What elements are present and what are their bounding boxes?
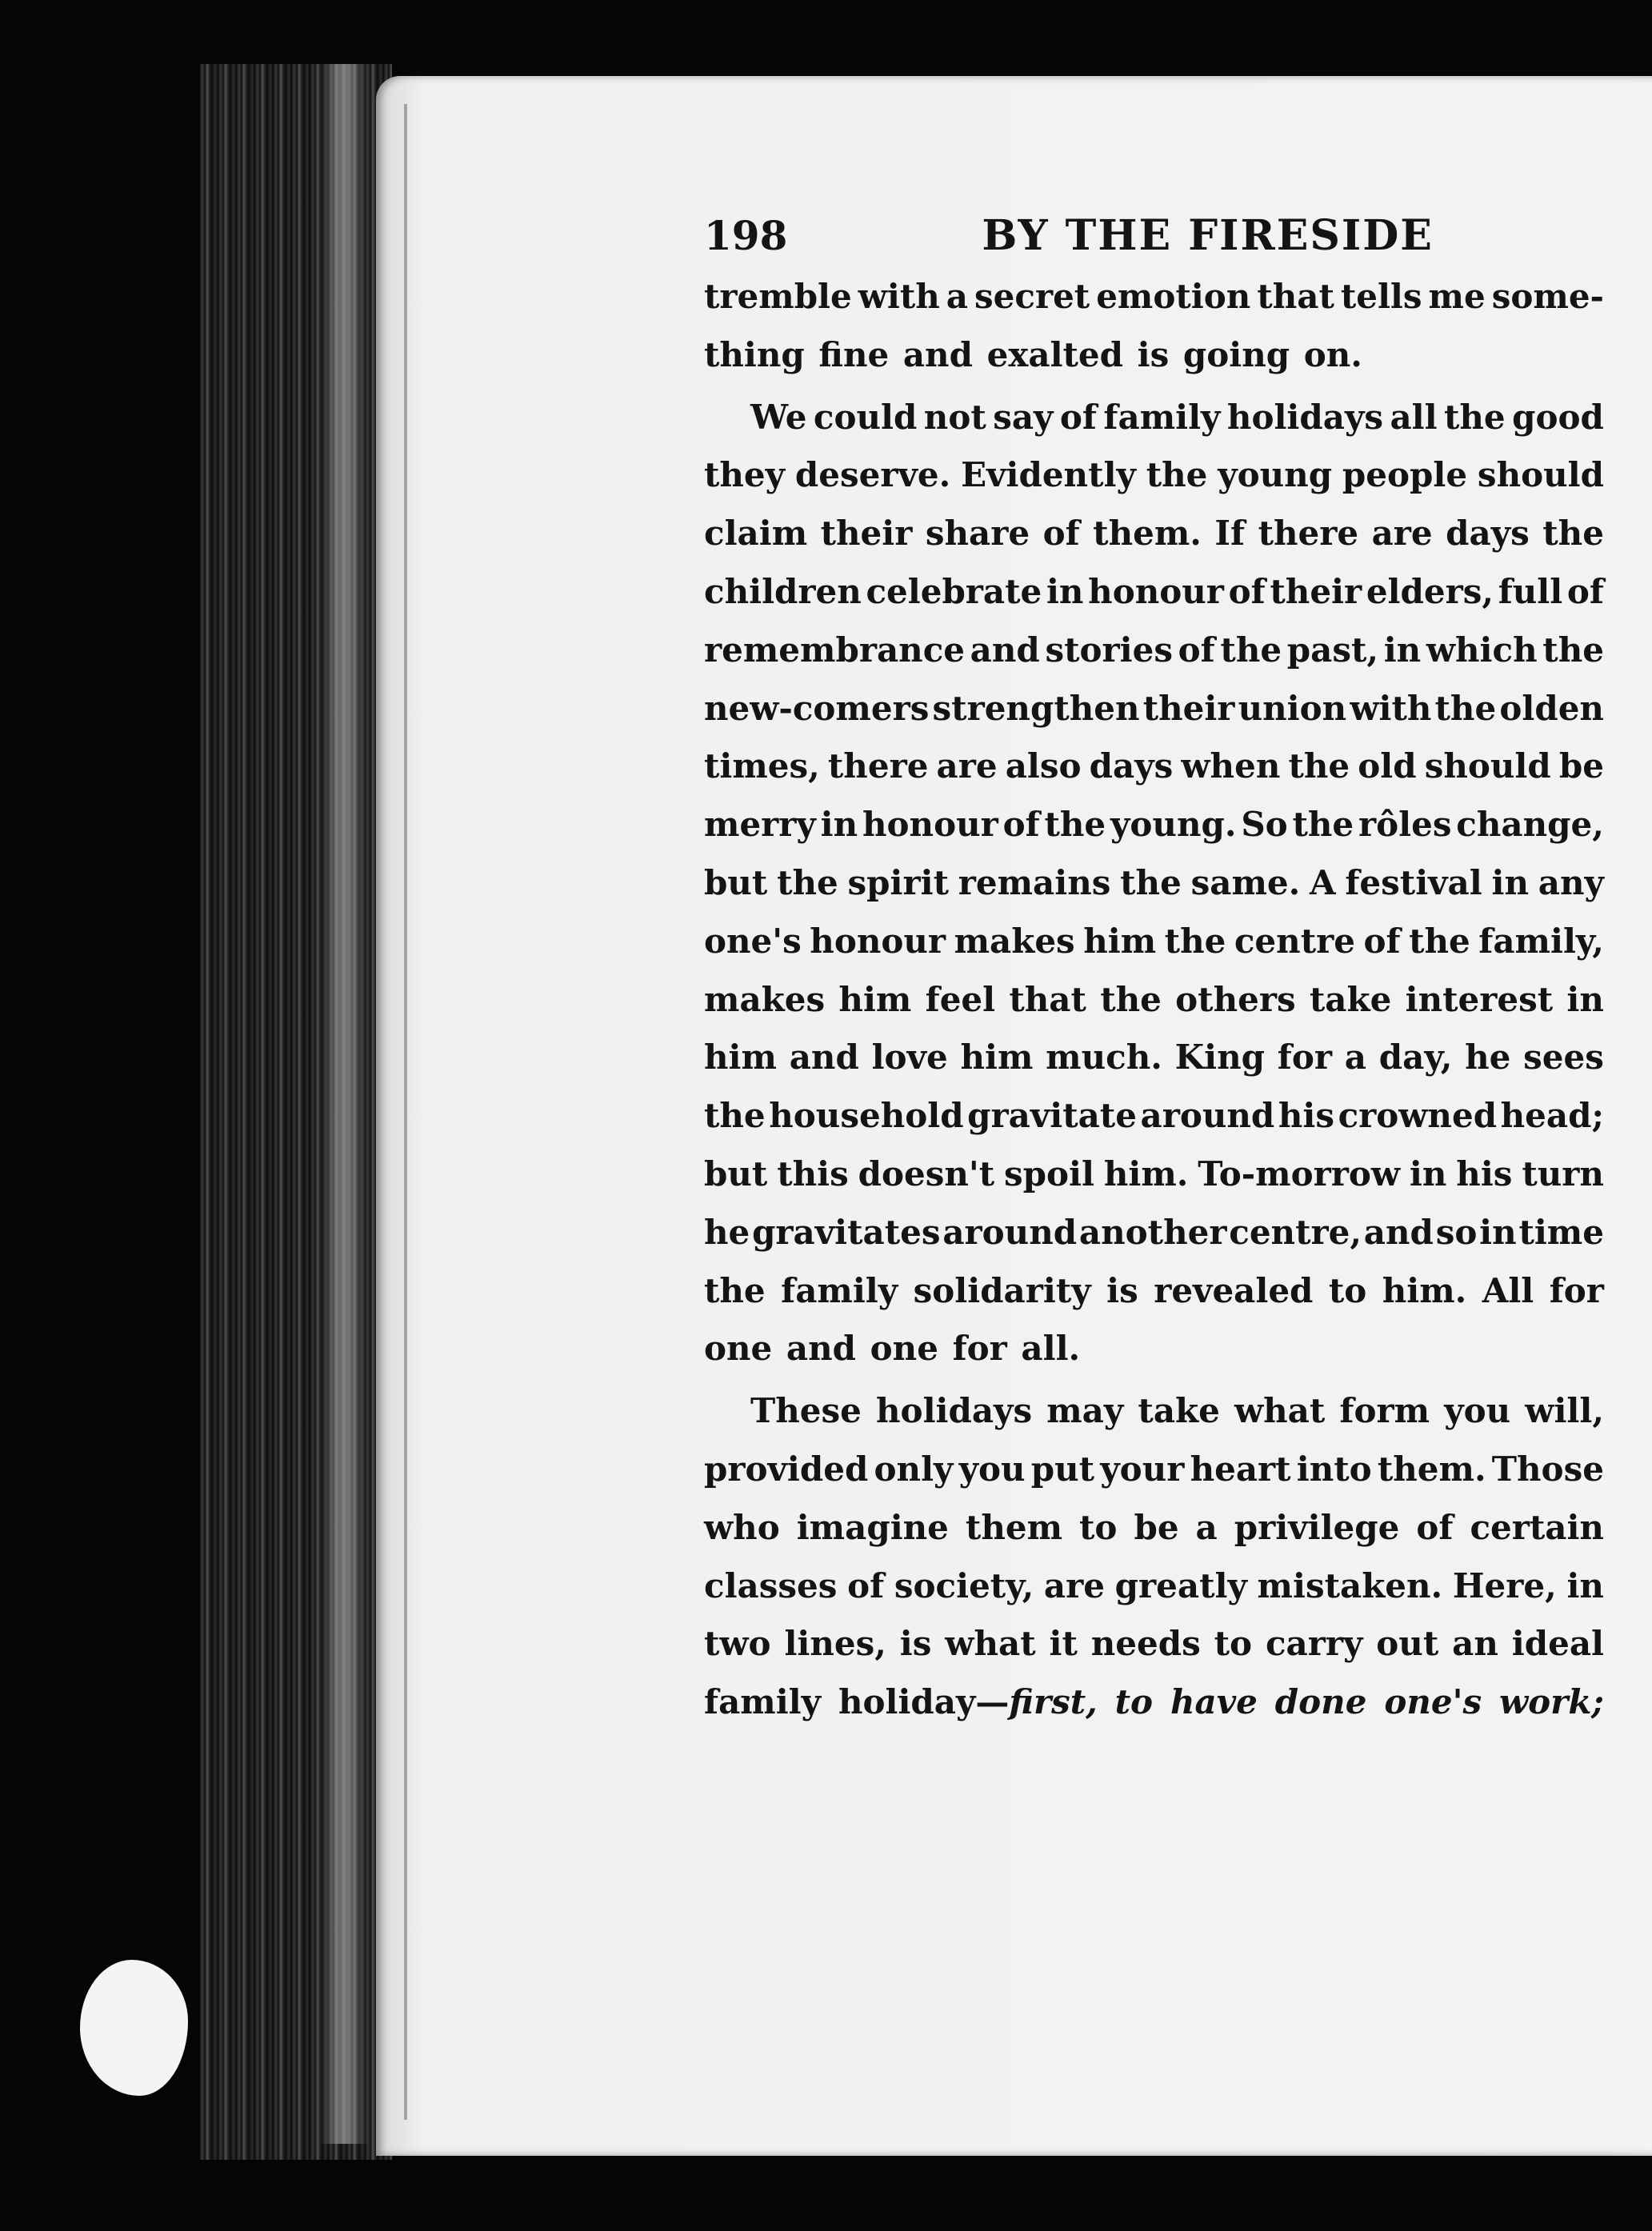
word: makes (704, 979, 826, 1019)
word: celebrate (866, 571, 1042, 611)
word: union (1238, 688, 1347, 728)
word: same. (1190, 862, 1301, 902)
word: young (1218, 455, 1333, 495)
page-edge-line (404, 104, 407, 2120)
word: makes (954, 921, 1075, 961)
text-line (704, 913, 1604, 971)
word: a (1195, 1507, 1218, 1547)
word: another (1078, 1212, 1227, 1252)
word: fine (818, 334, 890, 374)
word: of (847, 1565, 885, 1605)
word: privilege (1234, 1507, 1400, 1547)
word: in (1046, 571, 1084, 611)
word: the (1444, 397, 1506, 437)
text-line (704, 1441, 1604, 1499)
word: to (1079, 1507, 1118, 1547)
word: the (1164, 921, 1226, 961)
word: provided (704, 1449, 869, 1489)
text-line (704, 622, 1604, 680)
word: A (1310, 862, 1336, 902)
word: turn (1522, 1153, 1604, 1193)
word: you (958, 1449, 1026, 1489)
text-line (704, 1204, 1604, 1262)
word: form (1339, 1391, 1430, 1431)
word: may (1046, 1391, 1124, 1431)
word: an (1452, 1624, 1498, 1664)
word: family (1103, 397, 1221, 437)
word: imagine (796, 1507, 949, 1547)
word: is (1137, 334, 1170, 374)
word: him (1083, 921, 1157, 961)
word: should (1477, 455, 1604, 495)
word: around (942, 1212, 1078, 1252)
word: exalted (986, 334, 1124, 374)
word: certain (1470, 1507, 1604, 1547)
word: time (1518, 1212, 1604, 1252)
word: what (945, 1624, 1036, 1664)
word: that (1009, 979, 1086, 1019)
word: are (936, 746, 998, 786)
text-line (704, 1673, 1604, 1732)
word: when (1181, 746, 1281, 786)
word: there (827, 746, 929, 786)
text-line (704, 1557, 1604, 1616)
word: crowned (1338, 1096, 1498, 1136)
word: greatly (1114, 1565, 1247, 1605)
word: one's (1384, 1682, 1482, 1722)
word: one (704, 1329, 773, 1369)
word: be (1558, 746, 1604, 786)
word: of (1228, 571, 1266, 611)
text-block (704, 204, 1604, 1732)
word: spoil (1004, 1153, 1094, 1193)
word: tremble (704, 277, 852, 316)
word: new-comers (704, 688, 930, 728)
word: done (1274, 1682, 1367, 1722)
word: of (1002, 805, 1040, 845)
word: people (1342, 455, 1468, 495)
word: this (777, 1153, 849, 1193)
word: are (1043, 1565, 1105, 1605)
word: for (1549, 1270, 1604, 1310)
word: day, (1378, 1038, 1453, 1078)
word: going (1182, 334, 1290, 374)
word: revealed (1154, 1270, 1314, 1310)
word: their (1270, 571, 1362, 611)
word: it (1049, 1624, 1078, 1664)
word: you (1444, 1391, 1511, 1431)
word: and (1363, 1212, 1434, 1252)
word: two (704, 1624, 771, 1664)
word: gravitates (752, 1212, 941, 1252)
word: are (1371, 514, 1433, 554)
word: society, (894, 1565, 1034, 1605)
word: he (1465, 1038, 1511, 1078)
word: of (1042, 514, 1080, 554)
word: out (1376, 1624, 1439, 1664)
word: with (858, 277, 940, 316)
word: say (993, 397, 1054, 437)
word: in (1479, 1212, 1517, 1252)
word: tells (1340, 277, 1422, 316)
text-line (704, 326, 1604, 385)
word: To-morrow (1198, 1153, 1401, 1193)
word: their (1142, 688, 1235, 728)
word: needs (1090, 1624, 1201, 1664)
word: of (1363, 921, 1401, 961)
word: the (1542, 514, 1604, 554)
word: festival (1345, 862, 1482, 902)
word: the (1542, 630, 1604, 670)
word: work; (1499, 1682, 1604, 1722)
word: days (1089, 746, 1174, 786)
word: carry (1265, 1624, 1363, 1664)
word: and (970, 630, 1040, 670)
word: Evidently (961, 455, 1136, 495)
word: of (1178, 630, 1215, 670)
word: him. (1103, 1153, 1189, 1193)
word: children (704, 571, 862, 611)
word: only (874, 1449, 954, 1489)
text-line (704, 563, 1604, 622)
word: all. (1021, 1329, 1081, 1369)
word: to (1114, 1682, 1154, 1722)
word: stories (1045, 630, 1173, 670)
word: be (1134, 1507, 1179, 1547)
word: young. (1110, 805, 1237, 845)
word: his (1278, 1096, 1334, 1136)
word: him (960, 1038, 1034, 1078)
word: much. (1046, 1038, 1162, 1078)
word: around (1140, 1096, 1275, 1136)
word: classes (704, 1565, 838, 1605)
word: share (925, 514, 1030, 554)
text-line (704, 1499, 1604, 1557)
word: mistaken. (1257, 1565, 1443, 1605)
word: there (1258, 514, 1359, 554)
word: is (899, 1624, 932, 1664)
word: to (1214, 1624, 1253, 1664)
word: the (1292, 805, 1354, 845)
word: in (1566, 979, 1604, 1019)
page-number: 198 (704, 212, 788, 259)
word: All (1482, 1270, 1534, 1310)
word: he (704, 1212, 750, 1252)
word: for (952, 1329, 1007, 1369)
word: in (1491, 862, 1529, 902)
word: in (1409, 1153, 1447, 1193)
word: into (1296, 1449, 1372, 1489)
word: family (781, 1270, 898, 1310)
word: honour (810, 921, 946, 961)
word: honour (862, 805, 998, 845)
word: could (813, 397, 918, 437)
word: So (1241, 805, 1288, 845)
word: love (871, 1038, 948, 1078)
text-line (704, 854, 1604, 913)
word: take (1309, 979, 1392, 1019)
word: should (1424, 746, 1551, 786)
word: with (1350, 688, 1432, 728)
word: for (1277, 1038, 1333, 1078)
word: holiday—first, (838, 1682, 1098, 1722)
word: elders, (1366, 571, 1494, 611)
word: days (1446, 514, 1530, 554)
body-text (704, 268, 1604, 1732)
word: the (1434, 688, 1497, 728)
word: one (870, 1329, 938, 1369)
word: his (1456, 1153, 1513, 1193)
word: olden (1499, 688, 1604, 728)
word: one's (704, 921, 802, 961)
word: of (1059, 397, 1097, 437)
word: but (704, 1153, 768, 1193)
word: who (704, 1507, 780, 1547)
word: them (965, 1507, 1063, 1547)
word: some- (1491, 277, 1604, 316)
word: holidays (1226, 397, 1383, 437)
word: centre, (1229, 1212, 1362, 1252)
word: of (1416, 1507, 1454, 1547)
text-line (704, 1087, 1604, 1145)
word: solidarity (913, 1270, 1091, 1310)
text-line (704, 1145, 1604, 1204)
word: merry (704, 805, 816, 845)
word: household (769, 1096, 964, 1136)
word: not (923, 397, 986, 437)
word: all (1390, 397, 1438, 437)
word: strengthen (932, 688, 1140, 728)
word: and (789, 1038, 859, 1078)
word: Those (1491, 1449, 1604, 1489)
word: them. (1377, 1449, 1486, 1489)
word: the (1409, 921, 1470, 961)
word: to (1328, 1270, 1367, 1310)
word: good (1512, 397, 1604, 437)
word: remains (958, 862, 1111, 902)
word: him. (1382, 1270, 1467, 1310)
running-head (704, 204, 1604, 268)
word: honour (1088, 571, 1224, 611)
word: family (704, 1682, 822, 1722)
word: the (1120, 862, 1182, 902)
text-line (704, 1262, 1604, 1321)
word: times, (704, 746, 820, 786)
word: change, (1456, 805, 1604, 845)
text-line (704, 389, 1604, 447)
word: in (820, 805, 858, 845)
word: in (1383, 630, 1422, 670)
word: secret (974, 277, 1090, 316)
word: heart (1190, 1449, 1291, 1489)
word: deserve. (794, 455, 951, 495)
word: will, (1525, 1391, 1604, 1431)
word: on. (1303, 334, 1362, 374)
word: holidays (876, 1391, 1033, 1431)
word: me (1428, 277, 1486, 316)
word: them. (1093, 514, 1202, 554)
word: so (1435, 1212, 1478, 1252)
text-line (704, 268, 1604, 326)
word: the (704, 1096, 766, 1136)
word: in (1566, 1565, 1604, 1605)
word: the (704, 1270, 766, 1310)
word: the (1044, 805, 1106, 845)
word: claim (704, 514, 808, 554)
word: him (704, 1038, 777, 1078)
word: If (1214, 514, 1246, 554)
word: put (1030, 1449, 1095, 1489)
word: centre (1234, 921, 1355, 961)
word: lines, (784, 1624, 886, 1664)
word: family, (1478, 921, 1604, 961)
word: your (1100, 1449, 1185, 1489)
word: the (777, 862, 838, 902)
word: have (1170, 1682, 1258, 1722)
word: of (1566, 571, 1604, 611)
word: feel (925, 979, 996, 1019)
text-line (704, 505, 1604, 563)
word: spirit (847, 862, 949, 902)
word: head; (1500, 1096, 1604, 1136)
word: what (1234, 1391, 1326, 1431)
word: that (1257, 277, 1334, 316)
paper-blot (80, 1960, 188, 2096)
word: which (1426, 630, 1538, 670)
word: but (704, 862, 768, 902)
word: sees (1523, 1038, 1604, 1078)
word: rôles (1358, 805, 1452, 845)
text-line (704, 680, 1604, 738)
word: and (902, 334, 973, 374)
word: their (820, 514, 913, 554)
word: others (1175, 979, 1296, 1019)
word: also (1005, 746, 1082, 786)
word: old (1358, 746, 1417, 786)
word: a (1344, 1038, 1366, 1078)
word: the (1288, 746, 1350, 786)
text-line (704, 1320, 1604, 1378)
word: emotion (1096, 277, 1251, 316)
word: they (704, 455, 786, 495)
word: the (1100, 979, 1162, 1019)
word: interest (1405, 979, 1554, 1019)
word: is (1106, 1270, 1138, 1310)
word: past, (1286, 630, 1379, 670)
word: him (838, 979, 912, 1019)
word: and (786, 1329, 857, 1369)
word: We (750, 397, 807, 437)
text-line (704, 1029, 1604, 1087)
word: ideal (1511, 1624, 1604, 1664)
word: Here, (1452, 1565, 1557, 1605)
word: remembrance (704, 630, 965, 670)
word: a (946, 277, 968, 316)
spine-highlight (320, 64, 368, 2144)
text-line (704, 1615, 1604, 1673)
word: the (1146, 455, 1208, 495)
word: the (1220, 630, 1282, 670)
text-line (704, 796, 1604, 854)
word: thing (704, 334, 805, 374)
running-title: BY THE FIRESIDE (982, 211, 1434, 260)
text-line (704, 738, 1604, 796)
word: any (1538, 862, 1604, 902)
word: take (1138, 1391, 1220, 1431)
word: These (750, 1391, 862, 1431)
word: King (1174, 1038, 1266, 1078)
text-line (704, 971, 1604, 1030)
word: gravitate (967, 1096, 1137, 1136)
text-line (704, 446, 1604, 505)
word: full (1498, 571, 1563, 611)
word: doesn't (858, 1153, 995, 1193)
text-line (704, 1382, 1604, 1441)
